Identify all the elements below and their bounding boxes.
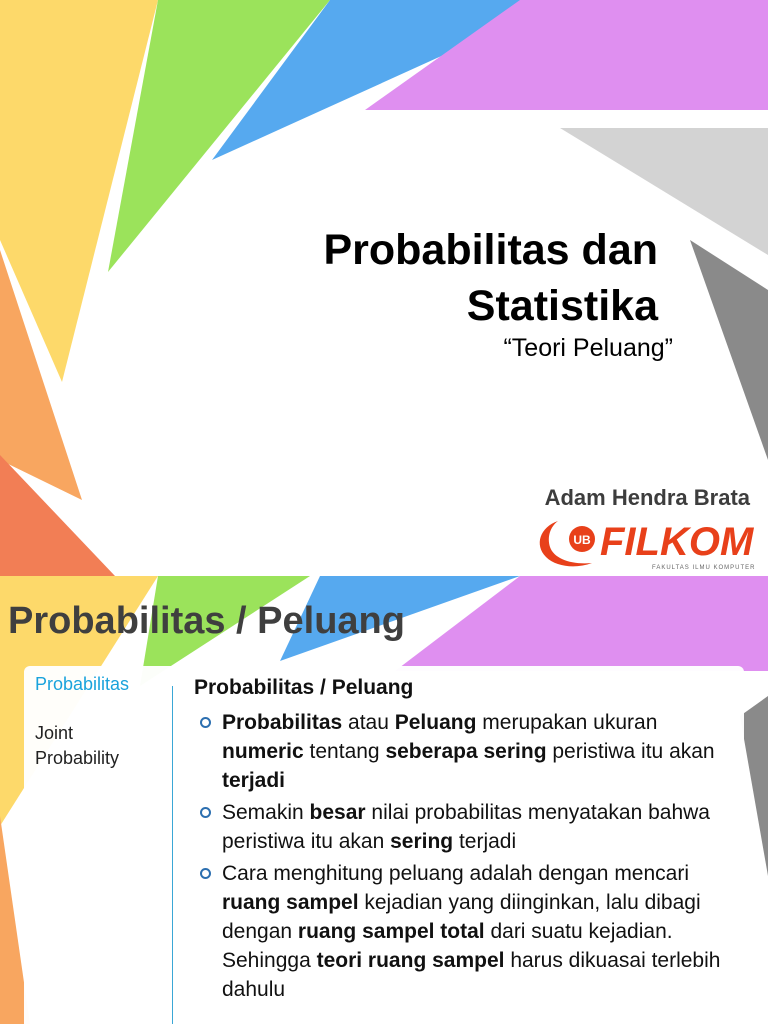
content-area — [194, 676, 734, 1007]
slide-title: Probabilitas / Peluang — [8, 600, 405, 642]
bullet-bold-text: teori ruang sampel — [316, 949, 505, 972]
content-heading: Probabilitas / Peluang — [194, 676, 414, 699]
content-panel — [24, 666, 744, 1024]
bullet-text: harus dikuasai terlebih dahulu — [222, 949, 721, 1001]
author-name: Adam Hendra Brata — [544, 485, 750, 510]
bullet-bold-text: ruang sampel total — [297, 920, 485, 943]
content-slide — [0, 576, 768, 1024]
side-nav — [35, 666, 165, 771]
bullet-text: terjadi — [453, 830, 517, 853]
bullet-text: peristiwa itu akan — [546, 740, 715, 763]
logo-name: FILKOM — [600, 520, 754, 564]
vertical-divider — [172, 686, 173, 1024]
bullet-text: dari suatu kejadian. Sehingga — [222, 920, 673, 972]
bullet-bold-text: Probabilitas — [222, 711, 343, 734]
dark-gray-triangle — [690, 240, 768, 460]
bullet-text: Cara menghitung peluang adalah dengan mencari — [222, 862, 690, 885]
bullet-circle-icon — [200, 717, 211, 728]
nav-item-joint-probability[interactable] — [35, 721, 165, 771]
bullet-bold-text: ruang sampel — [222, 891, 359, 914]
bullet-text: tentang — [303, 740, 386, 763]
bullet-bold-text: Peluang — [394, 711, 477, 734]
bullet-bold-text: sering — [390, 830, 454, 853]
title-line-2: Statistika — [466, 282, 658, 330]
bullet-text: Semakin — [222, 801, 310, 824]
bullet-list — [194, 708, 734, 1004]
bullet-circle-icon — [200, 868, 211, 879]
title-line-1: Probabilitas dan — [323, 226, 658, 274]
bullet-bold-text: numeric — [222, 740, 304, 763]
bullet-item — [194, 708, 734, 795]
presentation-subtitle: “Teori Peluang” — [503, 334, 673, 362]
bullet-circle-icon — [200, 807, 211, 818]
logo-tagline: FAKULTAS ILMU KOMPUTER — [652, 565, 756, 571]
bullet-text: kejadian yang diinginkan, lalu dibagi dengan — [222, 891, 701, 943]
bullet-bold-text: seberapa sering — [385, 740, 547, 763]
nav-item-label-line-1: Joint — [35, 723, 74, 743]
bullet-item — [194, 798, 734, 856]
bullet-text: nilai probabilitas menyatakan bahwa peristiwa itu akan — [222, 801, 710, 853]
dark-gray-triangle — [740, 696, 768, 876]
logo-badge-text: UB — [573, 533, 591, 547]
nav-item-probabilitas[interactable]: Probabilitas — [35, 674, 130, 694]
presentation-title — [198, 222, 658, 334]
bullet-text: atau — [342, 711, 395, 734]
bullet-bold-text: terjadi — [222, 769, 286, 792]
filkom-logo — [532, 515, 762, 573]
bullet-bold-text: besar — [309, 801, 366, 824]
nav-item-label-line-2: Probability — [35, 748, 120, 768]
bullet-text: merupakan ukuran — [476, 711, 658, 734]
bullet-item — [194, 859, 734, 1004]
